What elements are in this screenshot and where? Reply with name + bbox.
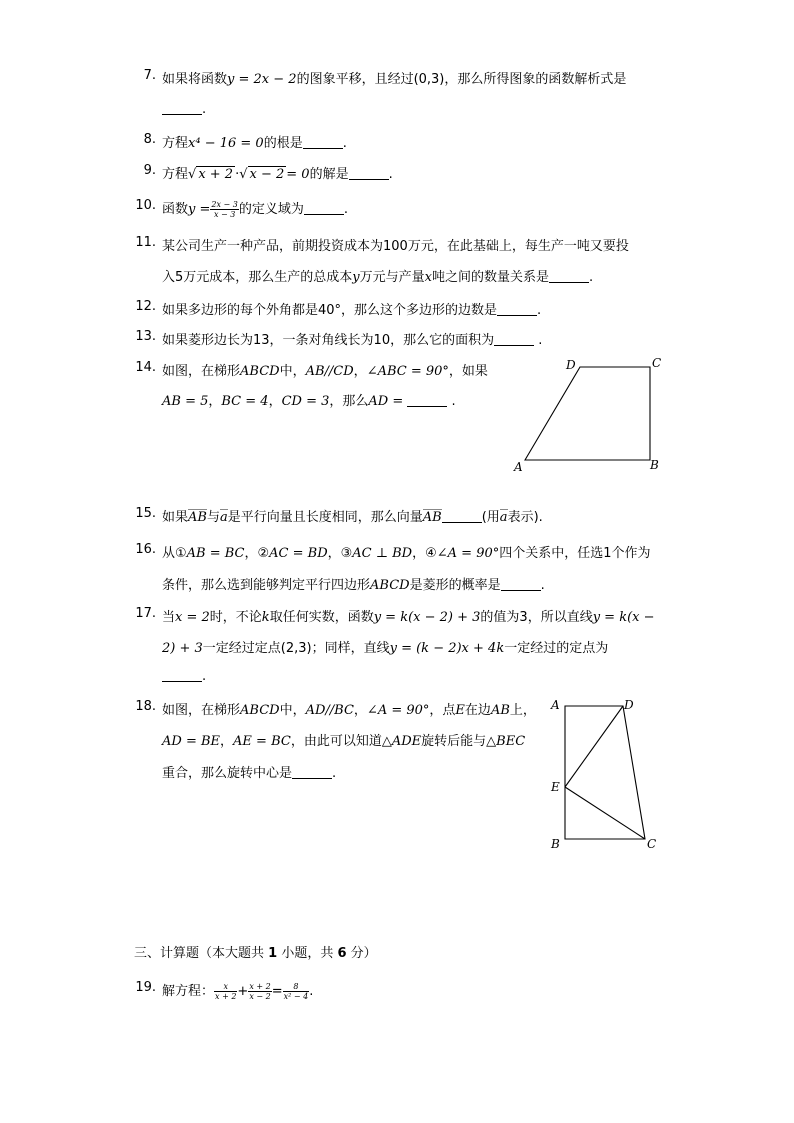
- answer-blank: [549, 270, 589, 283]
- answer-blank: [162, 102, 202, 115]
- vertex-label-a: A: [551, 698, 560, 712]
- figure-trapezoid-18: [545, 695, 665, 855]
- vertex-label-d: D: [566, 358, 576, 372]
- answer-blank: [349, 167, 389, 180]
- vertex-label-c: C: [647, 837, 657, 851]
- answer-line: .: [162, 102, 206, 117]
- segment-ed: [565, 706, 623, 787]
- vertex-label-e: E: [551, 780, 560, 794]
- question-text-2: 2) + 3一定经过定点(2,3)；同样，直线y = (k − 2)x + 4k一定经过的定点为: [162, 641, 609, 656]
- question-number: 7.: [143, 68, 156, 83]
- question-text: 方程x⁴ − 16 = 0的根是 .: [162, 136, 347, 151]
- question-text: 函数y = $\frac{2x - 3}{x - 3}$ 的定义域为 .: [162, 200, 349, 219]
- answer-blank: [292, 766, 332, 779]
- question-text: 如果AB与a是平行向量且长度相同，那么向量AB (用a表示).: [162, 510, 543, 525]
- answer-blank: [304, 202, 344, 215]
- answer-blank: [303, 136, 343, 149]
- question-text-3: 重合，那么旋转中心是 .: [162, 766, 337, 781]
- vector-a: a: [219, 510, 228, 525]
- vector-ab: AB: [422, 510, 442, 525]
- question-text-2: 条件，那么选到能够判定平行四边形ABCD是菱形的概率是 .: [162, 578, 545, 593]
- trapezoid-shape: [525, 367, 650, 460]
- question-text: 如果将函数y = 2x − 2的图象平移，且经过(0,3)，那么所得图象的函数解析式是: [162, 72, 627, 87]
- question-text: 当x = 2时，不论k取任何实数，函数y = k(x − 2) + 3的值为3，所以直线y = k(x −: [162, 610, 655, 625]
- question-number: 9.: [143, 163, 156, 178]
- vector-ab: AB: [188, 510, 207, 525]
- question-text: 如果菱形边长为13，一条对角线长为10，那么它的面积为 .: [162, 333, 543, 348]
- answer-blank: [162, 669, 202, 682]
- fraction-1: $\frac{x}{x + 2}$: [215, 982, 237, 1001]
- fraction: $\frac{2x - 3}{x - 3}$: [211, 200, 238, 219]
- vector-a: a: [499, 510, 508, 525]
- question-number: 16.: [135, 542, 156, 557]
- figure-trapezoid-14: [510, 355, 670, 475]
- answer-line: .: [162, 669, 206, 684]
- question-number: 12.: [135, 299, 156, 314]
- vertex-label-b: B: [650, 458, 659, 472]
- answer-blank: [442, 510, 482, 523]
- question-number: 11.: [135, 235, 156, 250]
- vertex-label-b: B: [551, 837, 560, 851]
- question-number: 17.: [135, 606, 156, 621]
- question-text-2: AD = BE，AE = BC，由此可以知道△ADE旋转后能与△BEC: [162, 734, 526, 749]
- question-text-2: 入5万元成本，那么生产的总成本y万元与产量x吨之间的数量关系是 .: [162, 270, 594, 285]
- answer-blank: [494, 333, 534, 346]
- answer-blank: [407, 394, 447, 407]
- question-text: 如果多边形的每个外角都是40°，那么这个多边形的边数是 .: [162, 303, 542, 318]
- vertex-label-a: A: [514, 460, 523, 474]
- question-number: 19.: [135, 980, 156, 995]
- question-text: 如图，在梯形ABCD中，AB//CD，∠ABC = 90°，如果: [162, 364, 488, 379]
- answer-blank: [501, 578, 541, 591]
- question-number: 10.: [135, 198, 156, 213]
- question-text-2: AB = 5，BC = 4，CD = 3，那么AD = .: [162, 394, 456, 409]
- question-number: 13.: [135, 329, 156, 344]
- question-text: 方程√ x + 2 ·√ x − 2 = 0的解是 .: [162, 167, 393, 182]
- section-heading: 三、计算题（本大题共 1 小题，共 6 分）: [134, 946, 377, 961]
- fraction-2: $\frac{x + 2}{x - 2}$: [249, 982, 271, 1001]
- answer-blank: [497, 303, 537, 316]
- question-number: 8.: [143, 132, 156, 147]
- segment-ec: [565, 787, 645, 839]
- question-text: 某公司生产一种产品，前期投资成本为100万元，在此基础上，每生产一吨又要投: [162, 239, 629, 254]
- question-number: 14.: [135, 360, 156, 375]
- question-text: 如图，在梯形ABCD中，AD//BC，∠A = 90°，点E在边AB上，: [162, 703, 536, 718]
- fraction-3: $\frac{8}{\text{x² − 4}}$: [283, 982, 309, 1001]
- vertex-label-d: D: [624, 698, 634, 712]
- question-text: 解方程： $\frac{x}{x + 2}$ + $\frac{x + 2}{x - 2}$ = $\frac{8}{\text{x² − 4}}$ .: [162, 982, 314, 1001]
- question-number: 15.: [135, 506, 156, 521]
- vertex-label-c: C: [652, 356, 662, 370]
- question-text: 从①AB = BC，②AC = BD，③AC ⊥ BD，④∠A = 90°四个关系中，任选1个作为: [162, 546, 651, 561]
- question-number: 18.: [135, 699, 156, 714]
- trapezoid-shape: [565, 706, 645, 839]
